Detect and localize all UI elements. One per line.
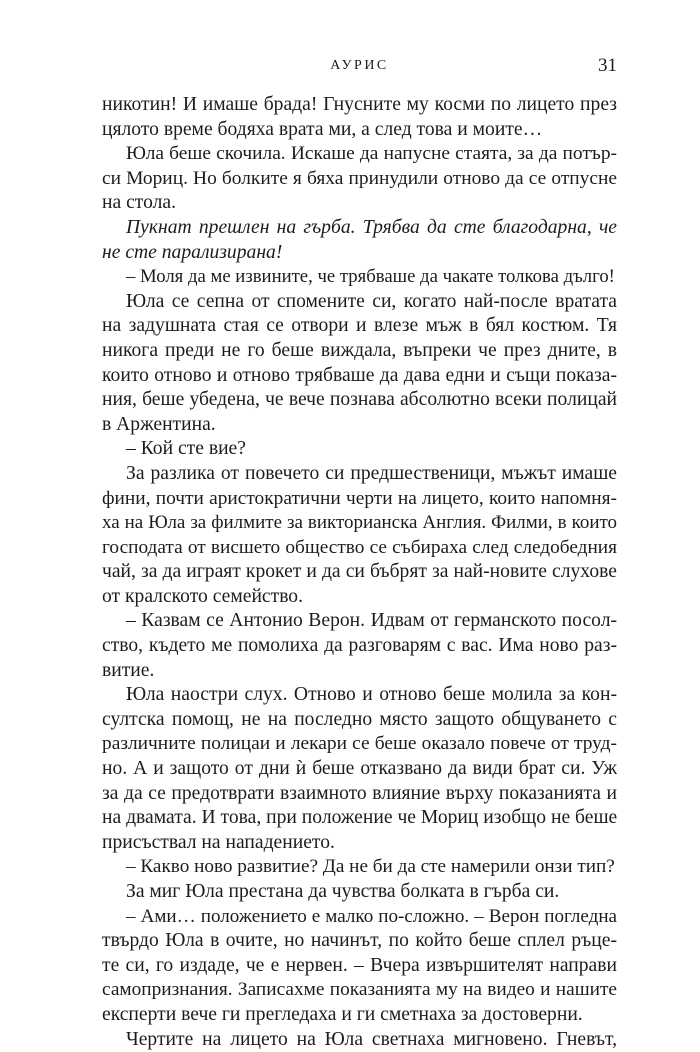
text-line: експерти вече ги прегледаха и ги сметнаха за достоверни.: [102, 1003, 583, 1025]
text-line: твърдо Юла в очите, но начинът, по който беше сплел ръце-: [102, 930, 617, 952]
text-line: никотин! И имаше брада! Гнусните му косми по лицето през: [102, 94, 617, 115]
text-line: ха на Юла за филмите за викторианска Англия. Филми, в които: [102, 512, 617, 534]
text-line: Юла наостри слух. Отново и отново беше молила за кон-: [126, 684, 617, 706]
text-line: от кралското семейство.: [102, 585, 304, 607]
text-line: никога преди не го беше виждала, въпреки че през дните, в: [102, 339, 617, 361]
text-line: Юла беше скочила. Искаше да напусне стаята, за да потър-: [126, 143, 617, 165]
text-line: различните полицаи и лекари се беше оказало повече от труд-: [102, 733, 617, 755]
text-line: те си, го издаде, че е нервен. – Вчера извършителят направи: [102, 954, 617, 976]
text-line: цялото време бодяха врата ми, а след това и моите…: [102, 118, 543, 140]
text-line: но. А и защото от дни ѝ беше отказвано да види брат си. Уж: [102, 758, 617, 780]
text-line: фини, почти аристократични черти на лицето, които напомня-: [102, 487, 617, 509]
text-line: – Моля да ме извините, че трябваше да чакате толкова дълго!: [126, 266, 615, 288]
text-line: За разлика от повечето си предшественици, мъжът имаше: [126, 462, 617, 484]
text-line: господата от висшето общество се събираха след следобедния: [102, 536, 617, 558]
text-line: Чертите на лицето на Юла светнаха мигновено. Гневът,: [126, 1028, 617, 1050]
text-line: не сте парализирана!: [102, 241, 283, 263]
text-line: на задушната стая се отвори и влезе мъж в бял костюм. Тя: [102, 315, 617, 337]
text-line: султска помощ, не на последно място защото общуването с: [102, 708, 617, 730]
text-line: чай, за да играят крокет и да си бъбрят за най-новите слухове: [102, 561, 617, 583]
text-line: – Ами… положението е малко по-сложно. – Верон погледна: [126, 905, 617, 927]
text-line: – Казвам се Антонио Верон. Идвам от германското посол-: [126, 610, 617, 632]
text-line: Пукнат прешлен на гърба. Трябва да сте благодарна, че: [126, 216, 617, 238]
running-title: АУРИС: [330, 58, 389, 73]
text-line: ния, беше убедена, че вече познава абсолютно всеки полицай: [102, 389, 617, 411]
text-line: на стола.: [102, 192, 176, 214]
text-line: – Какво ново развитие? Да не би да сте намерили онзи тип?: [126, 856, 615, 878]
running-header: [102, 55, 617, 82]
text-line: ство, където ме помолиха да разговарям с вас. Има ново раз-: [102, 635, 617, 657]
text-line: които отново и отново трябваше да дава едни и същи показа-: [102, 364, 617, 386]
text-line: – Кой сте вие?: [126, 438, 246, 460]
text-line: За миг Юла престана да чувства болката в гърба си.: [126, 881, 560, 902]
text-line: в Аржентина.: [102, 413, 216, 435]
text-line: присъствал на нападението.: [102, 831, 335, 853]
text-line: за да се предотврати взаимното влияние върху показанията и: [102, 782, 617, 804]
page-number: 31: [598, 55, 617, 76]
text-line: Юла се сепна от спомените си, когато най-после вратата: [126, 290, 617, 312]
text-line: самопризнания. Записахме показанията му на видео и нашите: [102, 979, 617, 1001]
text-line: витие.: [102, 659, 155, 681]
text-line: си Мориц. Но болките я бяха принудили отново да се отпусне: [102, 167, 617, 189]
body-text: [102, 93, 617, 1052]
text-line: на двамата. И това, при положение че Мориц изобщо не беше: [102, 807, 618, 829]
